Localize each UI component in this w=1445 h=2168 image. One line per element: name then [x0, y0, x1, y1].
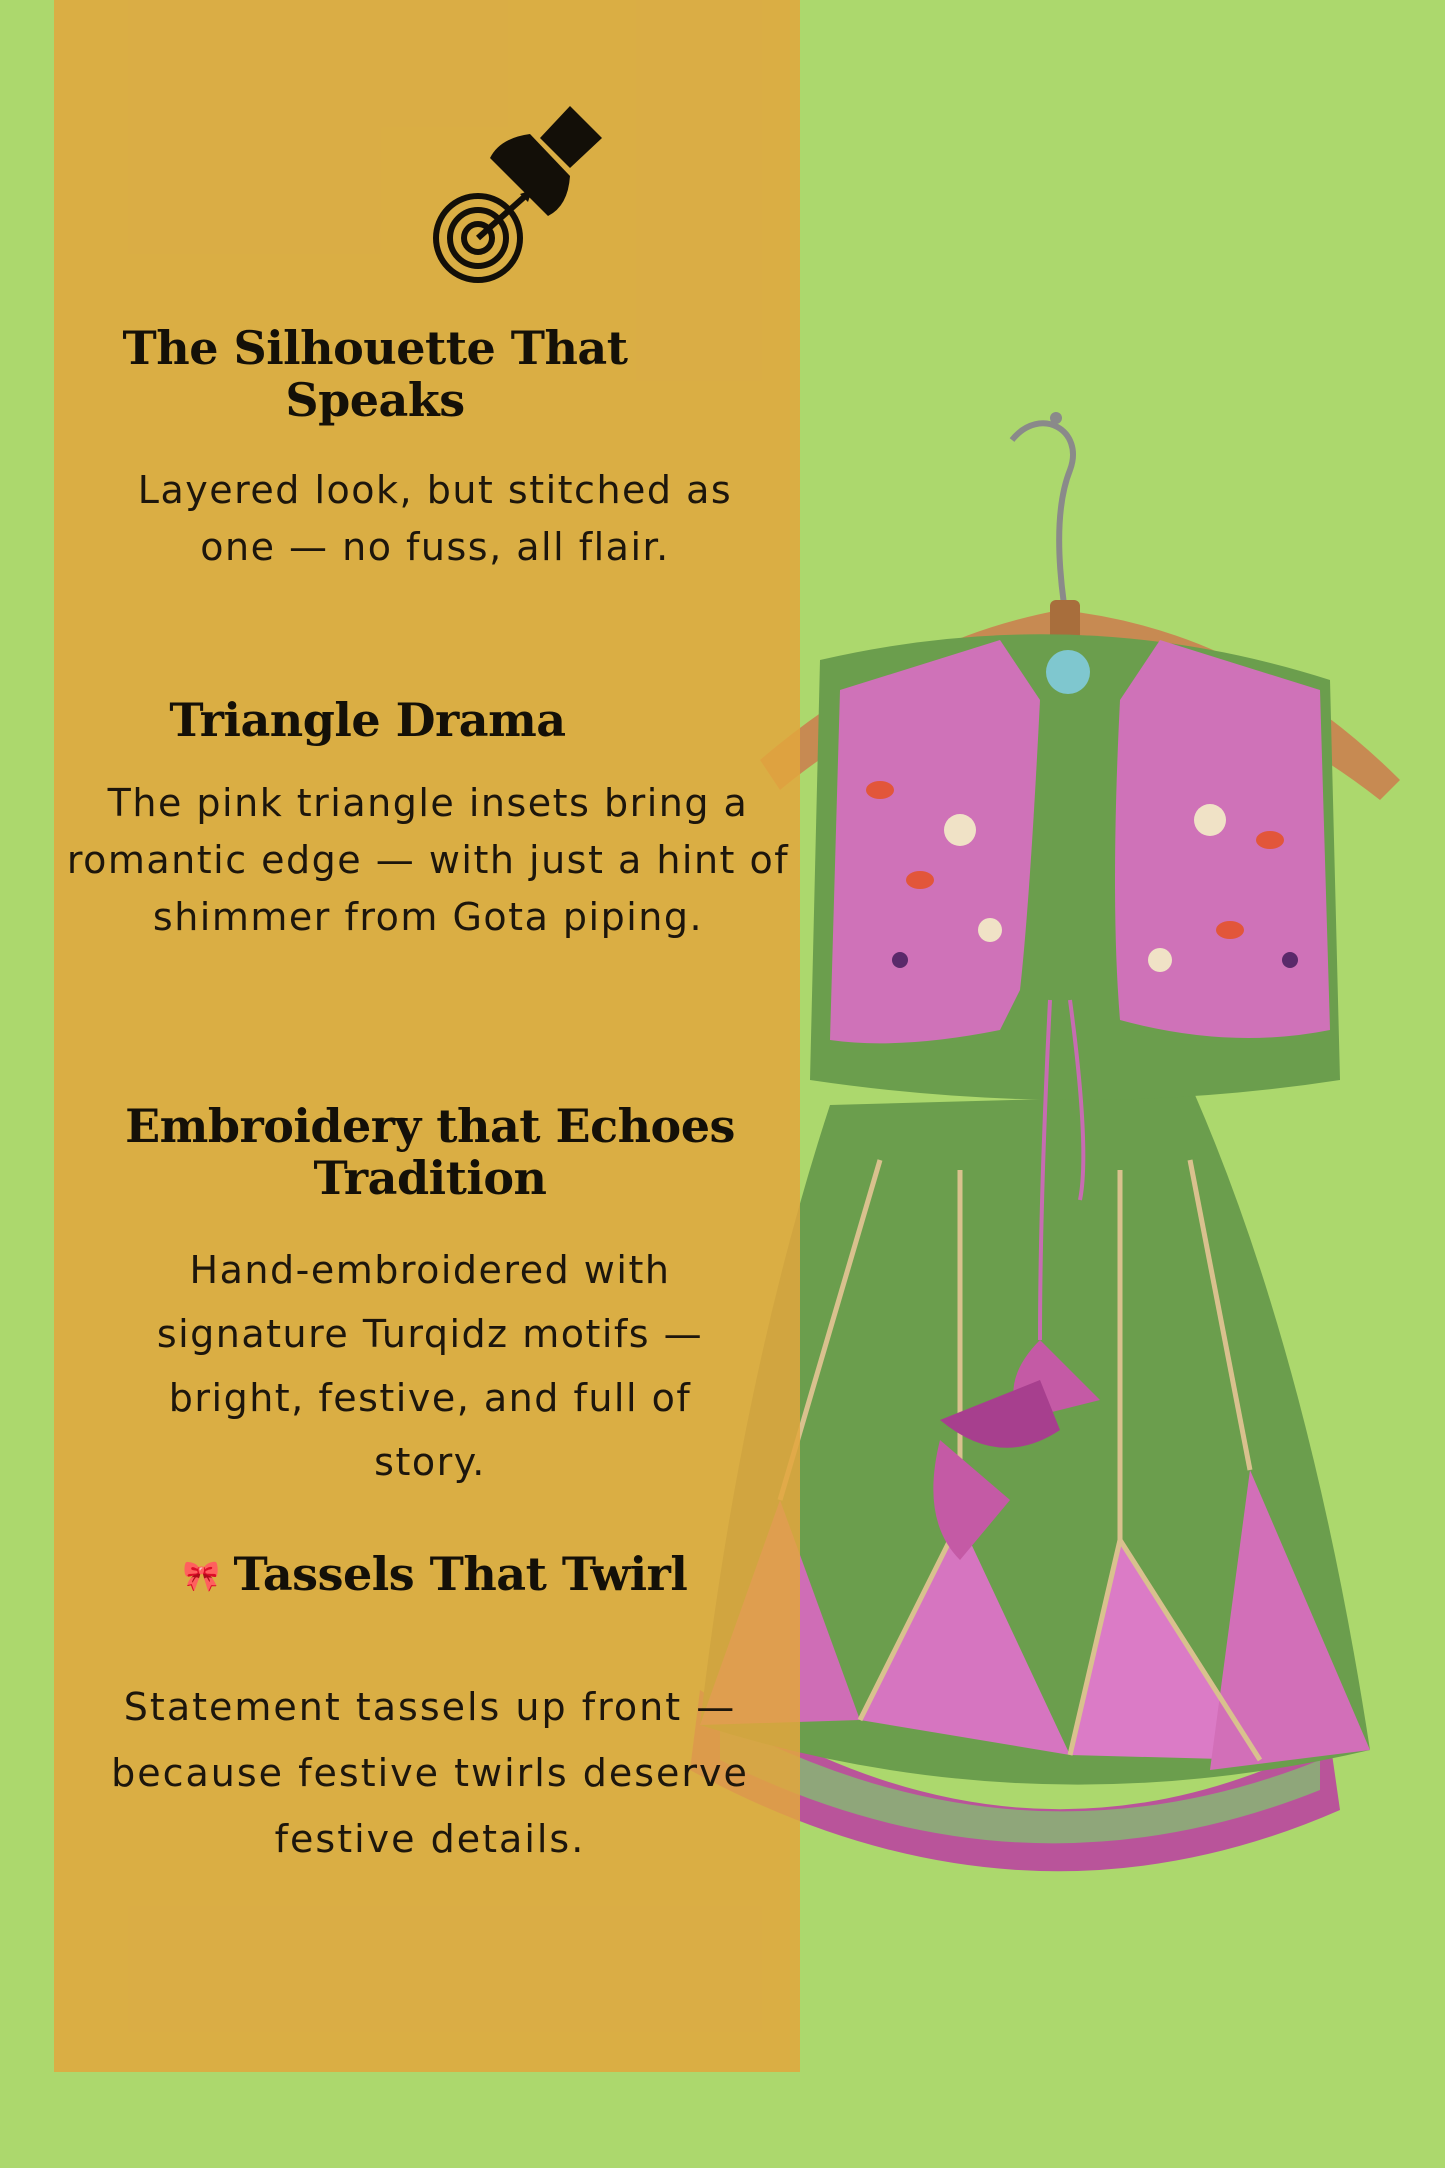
section-title-embroidery: Embroidery that Echoes Tradition [125, 1099, 735, 1205]
section-body-silhouette: Layered look, but stitched as one — no fuss, all flair. [137, 468, 733, 569]
section-title-tassels: 🎀 Tassels That Twirl [182, 1547, 688, 1601]
pushpin-target-icon [420, 98, 610, 288]
section-body-tassels: Statement tassels up front — because festive twirls deserve festive details. [111, 1685, 749, 1861]
section-title-silhouette: The Silhouette That Speaks [122, 321, 628, 427]
section-body-triangle: The pink triangle insets bring a romantic edge — with just a hint of shimmer from Gota piping. [66, 781, 790, 939]
ribbon-bow-icon: 🎀 [182, 1559, 220, 1594]
section-body-embroidery: Hand-embroidered with signature Turqidz motifs — bright, festive, and full of story. [156, 1248, 704, 1484]
section-title-triangle: Triangle Drama [169, 693, 566, 747]
